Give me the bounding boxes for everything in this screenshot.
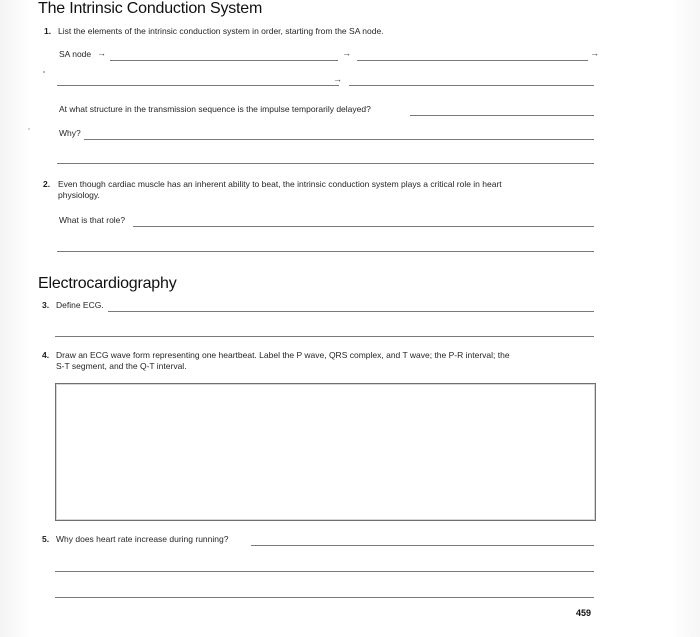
answer-line-heart-rate-3[interactable]	[55, 597, 594, 598]
question-1-number: 1.	[44, 26, 52, 36]
scan-speck	[28, 128, 30, 130]
arrow-icon: →	[342, 48, 351, 58]
arrow-icon: →	[97, 48, 106, 58]
delay-prompt: At what structure in the transmission sequence is the impulse temporarily delayed?	[59, 104, 371, 114]
answer-line-1a[interactable]	[110, 60, 338, 61]
page-number: 459	[576, 608, 592, 618]
question-3-number: 3.	[42, 300, 50, 310]
answer-line-role-2[interactable]	[57, 251, 594, 252]
why-prompt: Why?	[59, 128, 81, 138]
question-1-text: List the elements of the intrinsic conduction system in order, starting from the SA node.	[58, 26, 384, 36]
question-5-text: Why does heart rate increase during running?	[56, 534, 229, 544]
answer-line-1c[interactable]	[57, 85, 339, 86]
answer-line-heart-rate-1[interactable]	[251, 545, 594, 546]
ecg-drawing-box[interactable]	[55, 383, 596, 521]
question-3-text: Define ECG.	[56, 300, 104, 310]
answer-line-ecg-2[interactable]	[55, 336, 594, 337]
answer-line-why-1[interactable]	[84, 139, 594, 140]
question-4-text-line1: Draw an ECG wave form representing one heartbeat. Label the P wave, QRS complex, and T wave; the P-R interval; the	[56, 350, 510, 360]
question-2-text-line2: physiology.	[58, 190, 100, 200]
arrow-icon: →	[590, 48, 599, 58]
section-title-intrinsic-conduction: The Intrinsic Conduction System	[38, 0, 263, 17]
answer-line-why-2[interactable]	[57, 163, 594, 164]
question-5-number: 5.	[42, 534, 50, 544]
answer-line-1b[interactable]	[357, 60, 588, 61]
question-2-text-line1: Even though cardiac muscle has an inherent ability to beat, the intrinsic conduction system plays a critical role in heart	[58, 179, 502, 189]
answer-line-delay[interactable]	[410, 115, 594, 116]
question-4-number: 4.	[42, 350, 50, 360]
answer-line-1d[interactable]	[349, 85, 594, 86]
question-4-text-line2: S-T segment, and the Q-T interval.	[56, 361, 187, 371]
answer-line-ecg-1[interactable]	[108, 311, 594, 312]
arrow-icon: →	[333, 74, 342, 84]
sa-node-label: SA node	[59, 49, 92, 59]
question-2-number: 2.	[43, 179, 51, 189]
role-prompt: What is that role?	[59, 215, 126, 225]
answer-line-role-1[interactable]	[133, 226, 594, 227]
scan-speck	[43, 71, 45, 73]
answer-line-heart-rate-2[interactable]	[55, 571, 594, 572]
section-title-electrocardiography: Electrocardiography	[38, 275, 177, 292]
